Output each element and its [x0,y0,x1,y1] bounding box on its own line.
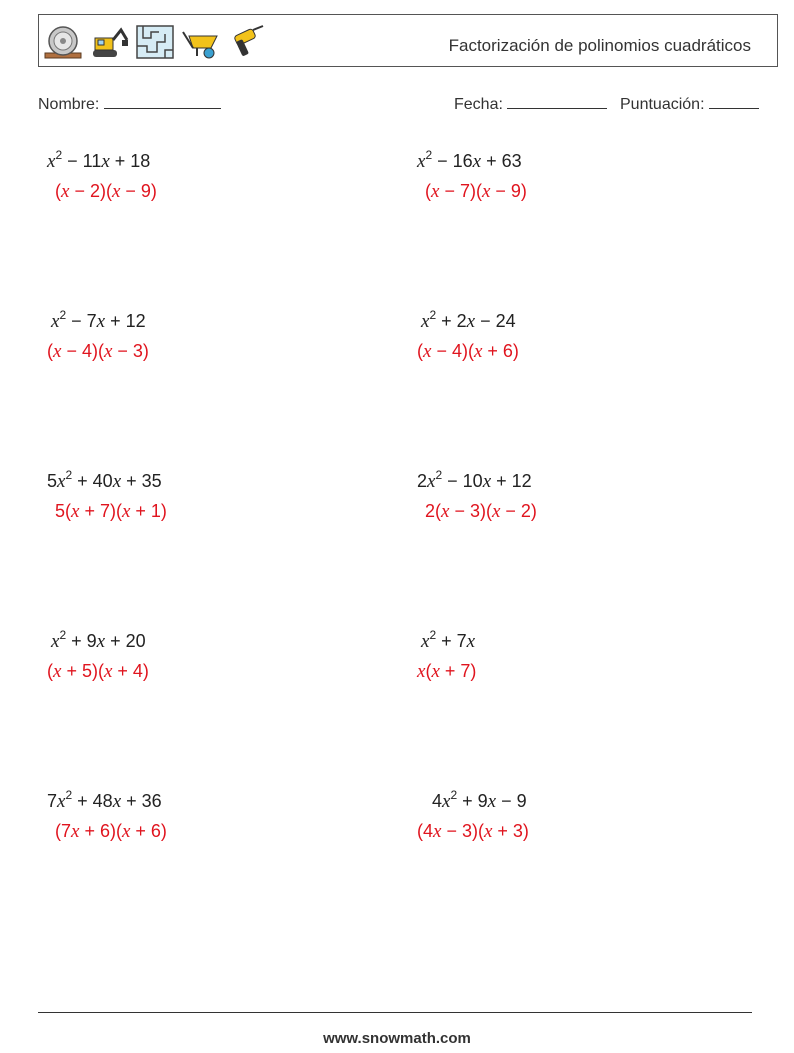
name-field [38,94,221,114]
footer-divider [38,1012,752,1013]
problem-answer: (x + 5)(x + 4) [47,661,149,682]
problem-answer: (x − 2)(x − 9) [55,181,157,202]
problem-answer: (x − 4)(x + 6) [417,341,519,362]
problem-answer: 2(x − 3)(x − 2) [425,501,537,522]
problem-expression: $x^2 - 11x + 18$ [47,148,151,172]
problem-9 [47,788,167,843]
date-blank[interactable] [507,94,607,109]
saw-blade-icon [43,24,83,60]
problem-answer: (x − 7)(x − 9) [425,181,527,202]
problem-expression: $5x^2 + 40x + 35$ [47,468,162,492]
date-field [454,94,607,114]
score-field [620,94,759,114]
problem-expression: $x^2 + 2x - 24$ [421,308,516,332]
problem-6 [417,468,537,523]
name-label: Nombre: [38,96,100,113]
problem-answer: (x − 4)(x − 3) [47,341,149,362]
wheelbarrow-icon [181,24,221,60]
score-blank[interactable] [709,94,759,109]
maze-icon [135,24,175,60]
score-label: Puntuación: [620,96,705,113]
excavator-icon [89,24,129,60]
problem-5 [47,468,167,523]
problem-answer: x(x + 7) [417,661,477,682]
problem-4 [417,308,519,363]
problem-1 [47,148,157,203]
date-label: Fecha: [454,96,503,113]
problem-2 [417,148,527,203]
problem-3 [47,308,149,363]
problem-expression: $x^2 + 7x$ [421,628,476,652]
problem-10 [417,788,529,843]
problem-expression: $2x^2 - 10x + 12$ [417,468,532,492]
problem-expression: $x^2 - 7x + 12$ [51,308,146,332]
name-blank[interactable] [104,94,221,109]
problem-answer: (4x − 3)(x + 3) [417,821,529,842]
problem-answer: 5(x + 7)(x + 1) [55,501,167,522]
footer-url: www.snowmath.com [323,1030,471,1047]
worksheet-header [38,14,778,67]
problem-7 [47,628,149,683]
problem-8 [417,628,477,683]
problem-expression: $x^2 - 16x + 63$ [417,148,522,172]
problem-answer: (7x + 6)(x + 6) [55,821,167,842]
header-icons [43,24,267,60]
problem-expression: $7x^2 + 48x + 36$ [47,788,162,812]
worksheet-title: Factorización de polinomios cuadráticos [448,36,751,55]
drill-icon [227,24,267,60]
problem-expression: $x^2 + 9x + 20$ [51,628,146,652]
problem-expression: $4x^2 + 9x - 9$ [432,788,527,812]
